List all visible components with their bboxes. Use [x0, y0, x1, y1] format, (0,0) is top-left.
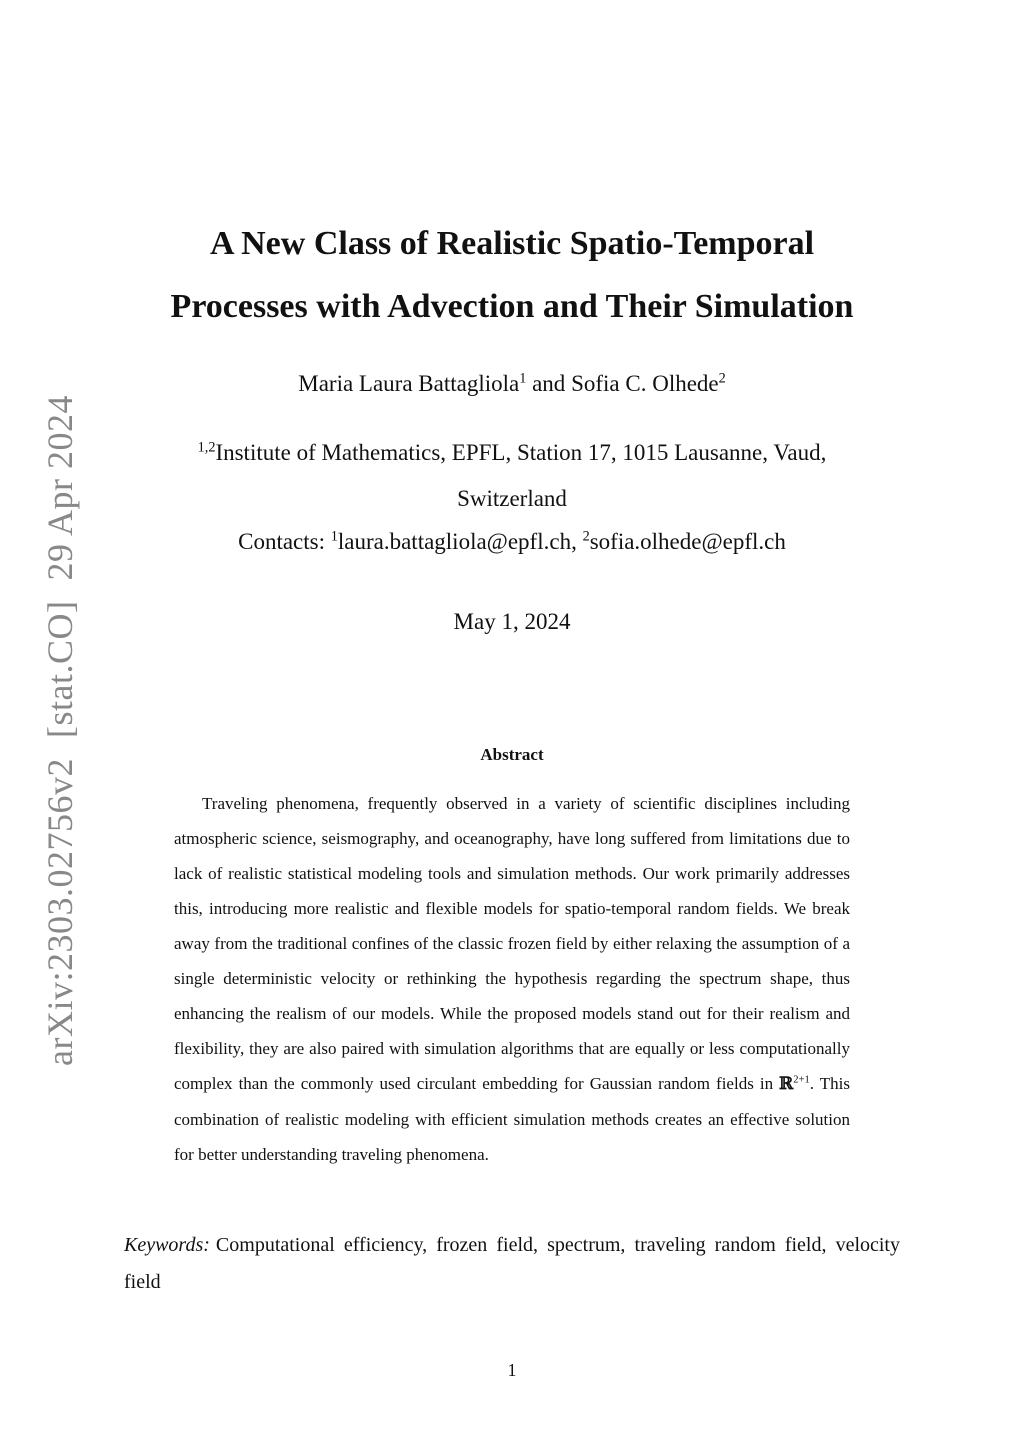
author-2: Sofia C. Olhede [571, 371, 719, 396]
title-line-1: A New Class of Realistic Spatio-Temporal [209, 225, 815, 262]
affiliation-line-2: Switzerland [457, 486, 567, 511]
contact-2-email[interactable]: sofia.olhede@epfl.ch [589, 529, 786, 554]
author-list [0, 366, 1024, 402]
author-2-mark: 2 [718, 370, 726, 387]
contact-2-mark: 2 [582, 528, 590, 545]
contacts [0, 524, 1024, 560]
abstract-heading: Abstract [480, 745, 544, 764]
arxiv-id: arXiv:2303.02756v2 [40, 758, 80, 1066]
keywords-text: Computational efficiency, frozen field, spectrum, traveling random field, velocity field [124, 1234, 900, 1293]
author-1-mark: 1 [519, 370, 527, 387]
page-number: 1 [507, 1360, 517, 1380]
affiliation [150, 430, 874, 522]
arxiv-sidebar-stamp [42, 395, 78, 1066]
math-exponent: 2+1 [793, 1074, 810, 1086]
abstract-text-main: Traveling phenomena, frequently observed in a variety of scientific disciplines including atmospheric science, seismography, and oceanography, have long suffered from limitations due to lack of realistic statistical modeling tools and simulation methods. Our work primarily addresses this, introducing more realistic and flexible models for spatio-temporal random fields. We break away from the traditional confines of the classic frozen field by either relaxing the assumption of a single deterministic velocity or rethinking the hypothesis regarding the spectrum shape, thus enhancing the realism of our models. While the proposed models stand out for their realism and flexibility, they are also paired with simulation algorithms that are equally or less computationally complex than the commonly used circulant embedding for Gaussian random fields in [174, 794, 850, 1093]
arxiv-date: 29 Apr 2024 [40, 395, 80, 581]
abstract-body [174, 786, 850, 1172]
keywords [124, 1227, 900, 1301]
contact-1-mark: 1 [330, 528, 338, 545]
contact-1-email[interactable]: laura.battagliola@epfl.ch, [337, 529, 577, 554]
contacts-label: Contacts: [238, 529, 325, 554]
title-line-2: Processes with Advection and Their Simulation [170, 288, 854, 325]
affiliation-mark: 1,2 [197, 439, 216, 456]
paper-date: May 1, 2024 [453, 609, 571, 634]
math-real-symbol: ℝ [779, 1074, 794, 1094]
keywords-label: Keywords: [124, 1234, 210, 1256]
author-connector: and [532, 371, 566, 396]
arxiv-category: [stat.CO] [40, 600, 80, 739]
abstract-text-end: . This combination of realistic modeling with efficient simulation methods creates an effective solution for better understanding traveling phenomena. [174, 1074, 850, 1164]
affiliation-line-1: Institute of Mathematics, EPFL, Station 17, 1015 Lausanne, Vaud, [215, 440, 827, 465]
paper-title [0, 212, 1024, 338]
author-1: Maria Laura Battagliola [298, 371, 520, 396]
